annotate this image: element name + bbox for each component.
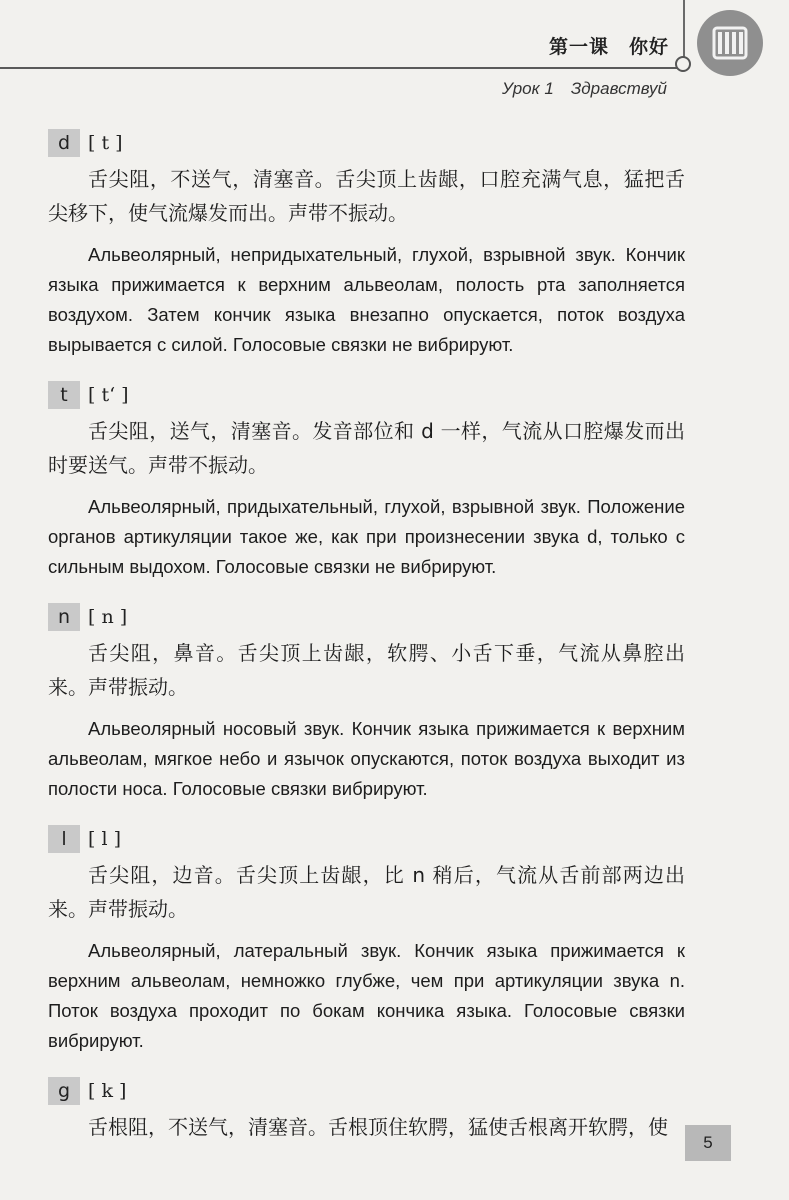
phoneme-heading: [48, 128, 685, 158]
page-header: [0, 0, 789, 110]
description-zh: 舌尖阻，不送气，清塞音。舌尖顶上齿龈，口腔充满气息，猛把舌尖移下，使气流爆发而出。声带不振动。: [48, 167, 685, 225]
phoneme-heading: [48, 1076, 685, 1106]
phoneme-section-d: [48, 128, 685, 360]
phoneme-letter: l: [48, 825, 80, 853]
phoneme-ipa: [ l ]: [88, 828, 121, 850]
lesson-title-ru: Урок 1 Здравствуй: [502, 79, 667, 98]
phoneme-ipa: [ t‘ ]: [88, 384, 129, 406]
phoneme-heading: [48, 824, 685, 854]
page-number: 5: [685, 1125, 731, 1161]
description-ru: Альвеолярный носовый звук. Кончик языка прижимается к верхним альвеолам, мягкое небо и язычок опускаются, поток воздуха выходит из полости носа. Голосовые связки вибрируют.: [48, 718, 685, 799]
description-zh: 舌尖阻，鼻音。舌尖顶上齿龈，软腭、小舌下垂，气流从鼻腔出来。声带振动。: [48, 641, 685, 699]
phoneme-section-t: [48, 380, 685, 582]
phoneme-letter: d: [48, 129, 80, 157]
phoneme-heading: [48, 380, 685, 410]
phoneme-letter: g: [48, 1077, 80, 1105]
lesson-title-zh: 第一课 你好: [548, 36, 669, 58]
phoneme-ipa: [ t ]: [88, 132, 123, 154]
phoneme-letter: t: [48, 381, 80, 409]
phoneme-section-l: [48, 824, 685, 1056]
phoneme-heading: [48, 602, 685, 632]
page-content: [48, 128, 685, 1164]
phoneme-ipa: [ n ]: [88, 606, 128, 628]
header-rule: [0, 67, 680, 69]
phoneme-ipa: [ k ]: [88, 1080, 127, 1102]
phoneme-section-g: [48, 1076, 685, 1144]
description-ru: Альвеолярный, придыхательный, глухой, взрывной звук. Положение органов артикуляции такое же, как при произнесении звука d, только с сильным выдохом. Голосовые связки не вибрируют.: [48, 496, 685, 577]
description-zh: 舌尖阻，边音。舌尖顶上齿龈，比 n 稍后，气流从舌前部两边出来。声带振动。: [48, 863, 685, 921]
book-logo-icon: [697, 10, 763, 76]
description-zh: 舌尖阻，送气，清塞音。发音部位和 d 一样，气流从口腔爆发而出时要送气。声带不振动。: [48, 419, 685, 477]
phoneme-letter: n: [48, 603, 80, 631]
description-ru: Альвеолярный, латеральный звук. Кончик языка прижимается к верхним альвеолам, немножко глубже, чем при артикуляции звука n. Поток воздуха проходит по бокам кончика языка. Голосовые связки вибрируют.: [48, 940, 685, 1051]
description-zh: 舌根阻，不送气，清塞音。舌根顶住软腭，猛使舌根离开软腭，使: [88, 1115, 668, 1139]
header-ring-ornament: [675, 56, 691, 72]
header-vertical-rule: [683, 0, 685, 58]
phoneme-section-n: [48, 602, 685, 804]
description-ru: Альвеолярный, непридыхательный, глухой, взрывной звук. Кончик языка прижимается к верхним альвеолам, полость рта заполняется воздухом. Затем кончик языка внезапно опускается, поток воздуха вырывается с силой. Голосовые связки не вибрируют.: [48, 244, 685, 355]
